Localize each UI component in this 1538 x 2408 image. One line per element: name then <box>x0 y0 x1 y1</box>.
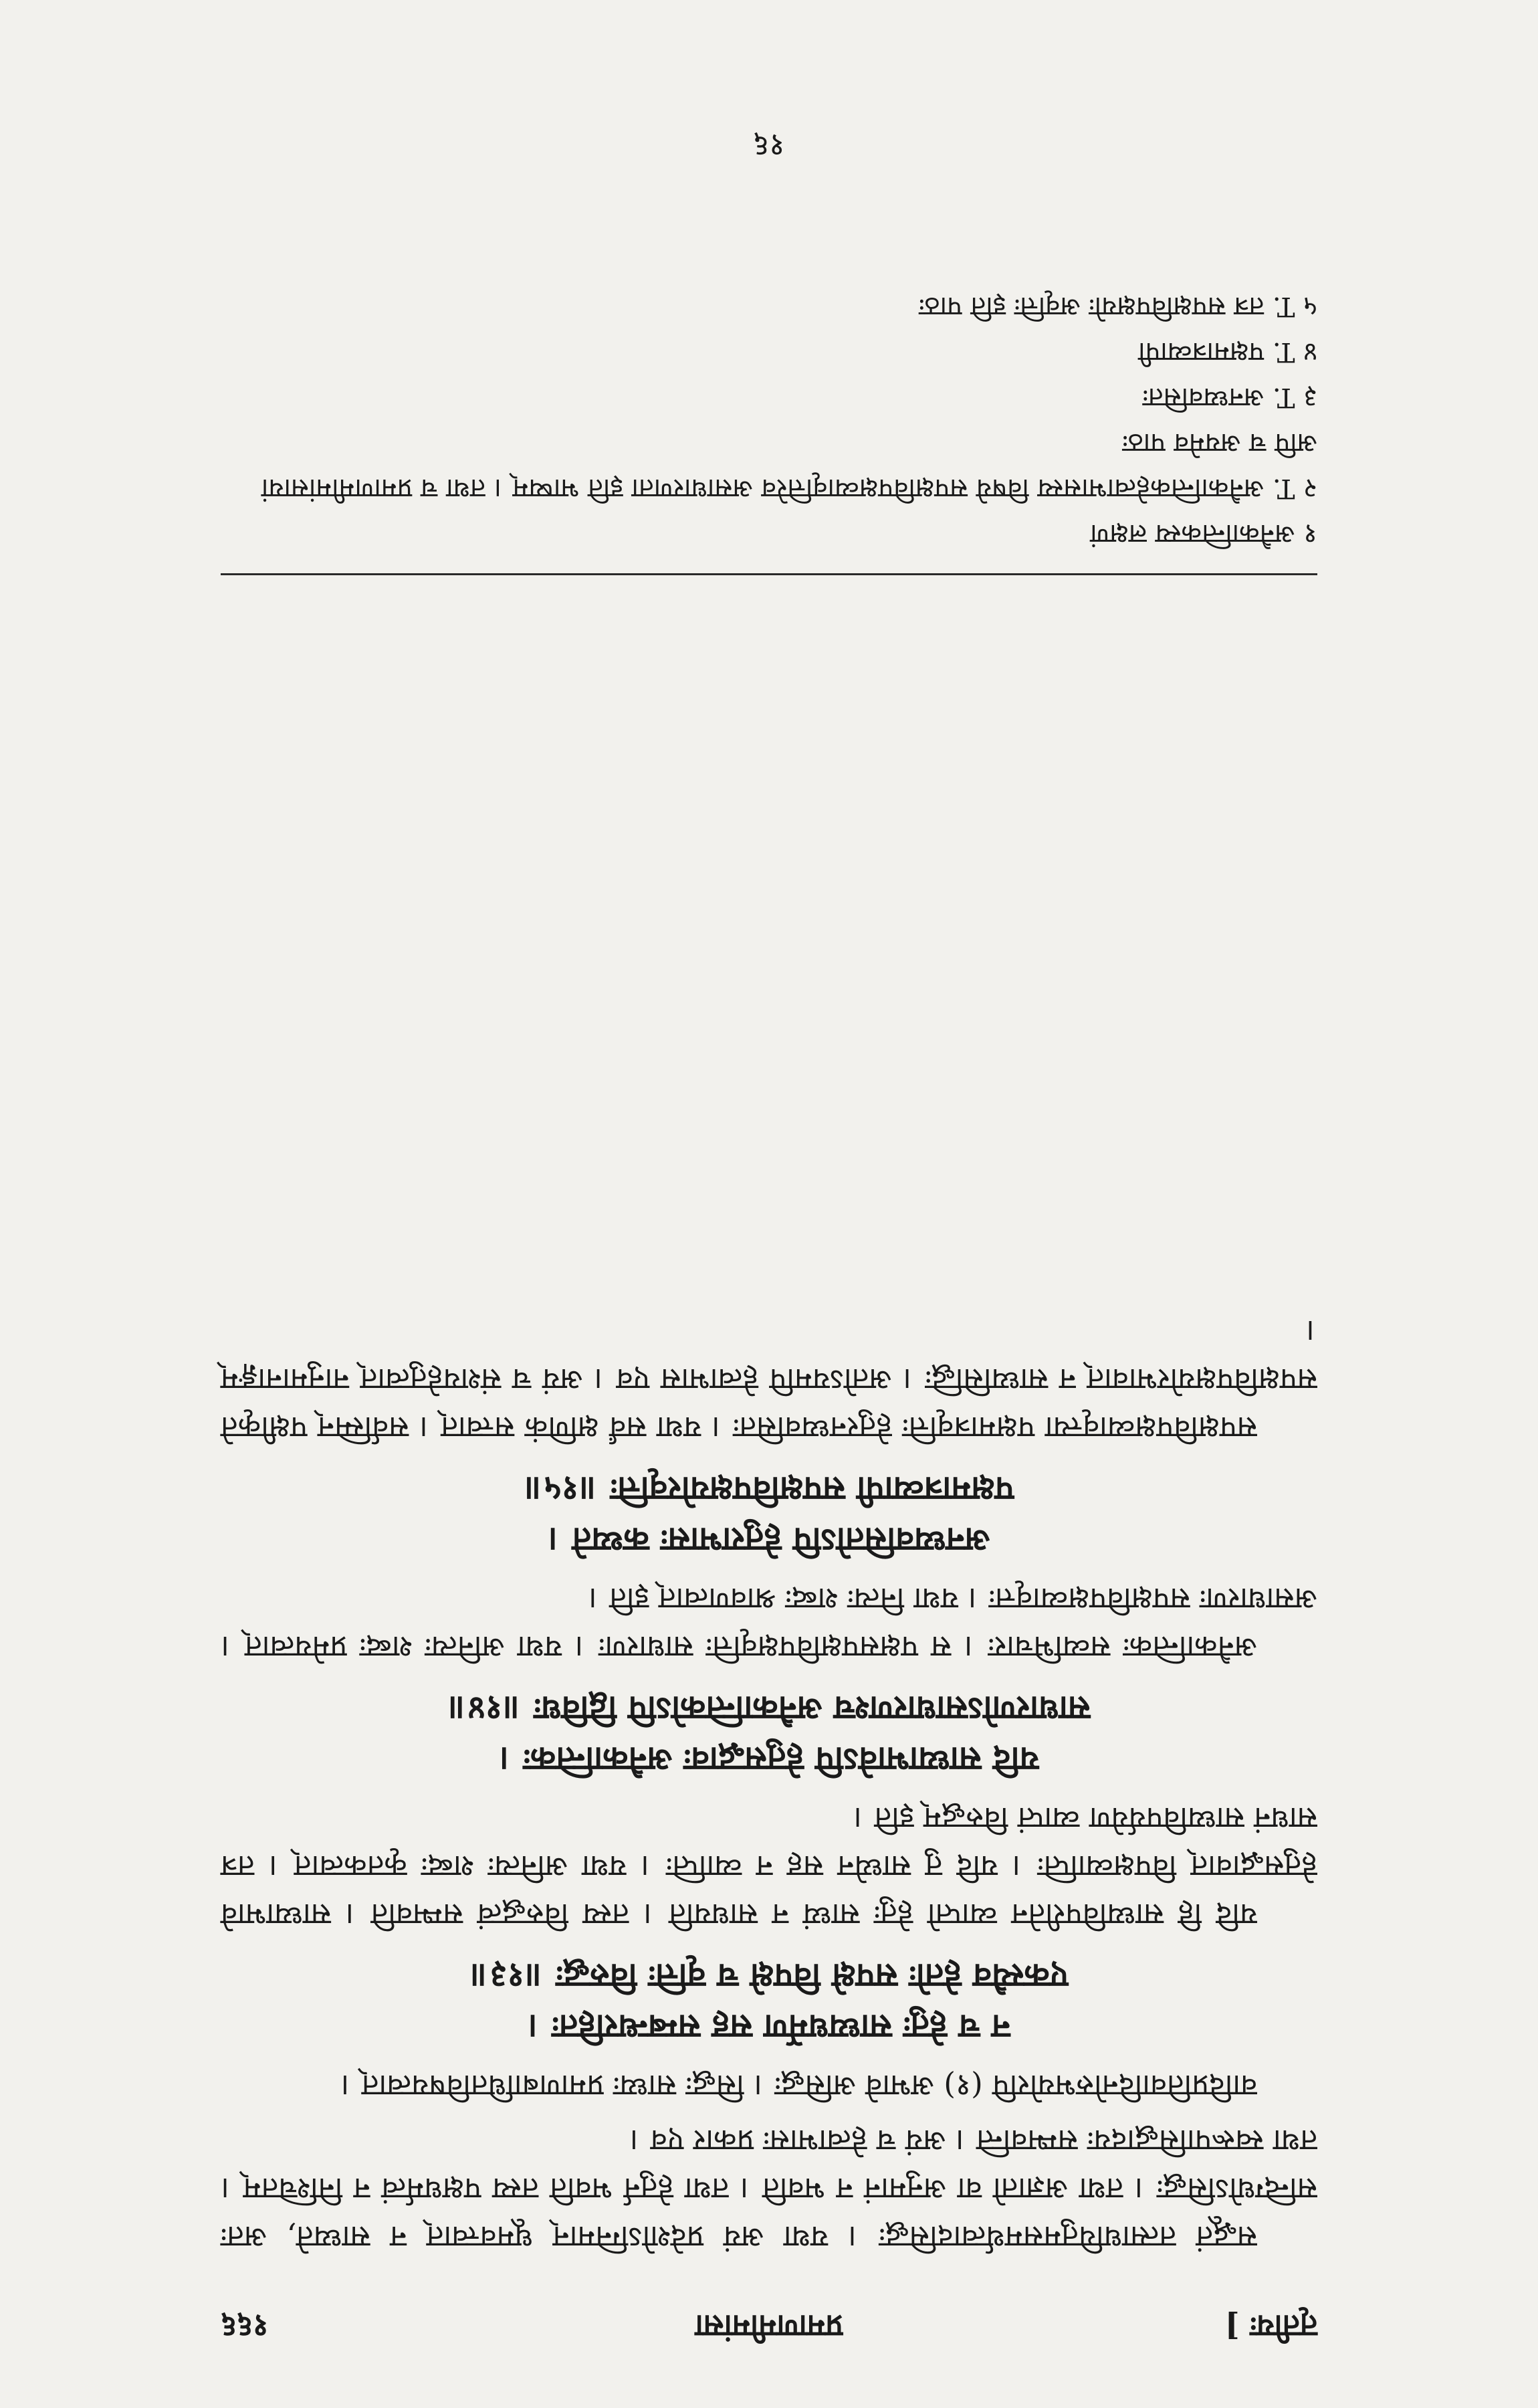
paragraph-3: यदि हि साध्यविपरीतेन व्याप्तो हेतुः साध्यं न साधयति । तस्य विरुद्धत्वं सम्भवति । साध्याभावे हेतुसद्भावात् विपक्षव्याप्तिः । यदि तु साध्येन सह न व्याप्तिः । यथा अनित्यः शब्दः कृतकत्वात् । तत्र साधनं साध्यविपर्ययेण व्याप्तं विरुद्धम् इति । <box>221 1801 1317 1932</box>
paragraph-5: सपक्षविपक्षव्यावृत्त्या पक्षमात्रवृत्तिः हेतुरनध्यवसितः । यथा सर्वं क्षणिकं सत्त्वात् । सर्वस्मिन् पक्षीकृते सपक्षविपक्षयोरभावात् न साध्यसिद्धिः । अतोऽयमपि हेत्वाभास एव । अयं च संशयहेतुत्वात् नानुमानाङ्गम् । <box>221 1314 1317 1445</box>
paragraph-2: वादिप्रतिवादिनोरुभयोरपि (१) अभावे असिद्धः । सिद्धः साध्यः प्रमाणबाधितविषयत्वात् । <box>340 2068 1257 2104</box>
paragraph-4: अनैकान्तिकः सव्यभिचारः । स पक्षसपक्षविपक्षवृत्तिः साधारणः । यथा अनित्यः शब्दः प्रमेयत्वात् । असाधारणः सपक्षविपक्षव्यावृत्तः । यथा नित्यः शब्दः श्रावणत्वात् इति । <box>221 1581 1317 1665</box>
header-title: प्रमाणमीमांसा <box>695 2308 843 2344</box>
footnote-2: २ T. अनैकान्तिकहेत्वाभासस्य विषये सपक्षविपक्षव्यावृत्तिरेव असाधारणता इति भाष्यम् । तथा च प्रमाणमीमांसायां <box>261 473 1317 504</box>
footnote-1: १ अनैकान्तिकस्य लक्षणं <box>1090 518 1317 549</box>
verse-1-line-b: एकस्यैव हेतोः सपक्षे विपक्षे च वृत्तिः विरुद्धः ॥१३॥ <box>469 1956 1069 1996</box>
verse-2-line-b: साधारणोऽसाधारणश्च अनैकान्तिकोऽपि द्विविधः ॥१४॥ <box>447 1689 1091 1728</box>
verse-3-line-b: पक्षमात्रव्यापी सपक्षविपक्षयोरवृत्तिः ॥१५॥ <box>524 1470 1014 1509</box>
footnote-divider <box>221 573 1317 575</box>
main-text <box>221 1300 1317 2261</box>
footnote-5: ४ T. पक्षमात्रव्यापी <box>1138 336 1317 367</box>
running-header <box>221 2308 1317 2348</box>
footnote-3: अपि च अयमेव पाठः <box>1122 427 1317 458</box>
footnotes <box>221 282 1317 555</box>
verse-3-line-a: अनध्यवसितोऽपि हेतुराभासः कथ्यते । <box>548 1520 990 1560</box>
verse-2 <box>221 1683 1317 1785</box>
footnote-6: ५ T. तत्र सपक्षविपक्षयोः अवृत्तिः इति पाठः <box>919 291 1317 322</box>
footnote-4: ३ T. अनध्यवसितः <box>1142 382 1317 413</box>
header-page-number: १६६ <box>221 2308 269 2344</box>
verse-1 <box>221 1950 1317 2052</box>
page-number: १६ <box>753 128 785 164</box>
verse-3 <box>221 1464 1317 1565</box>
verse-2-line-a: यदि साध्याभावेऽपि हेतुसद्भावः अनैकान्तिकः । <box>499 1740 1039 1779</box>
header-chapter: तृतीयः ] <box>1224 2308 1317 2344</box>
paragraph-1: सद्भूतं तत्साधयितुमसमर्थत्वादसिद्धः । यथा अयं प्रदेशोऽग्निमान् धूमवत्त्वात् न साध्यते, अतः सन्दिग्धोऽसिद्धः । तथा अज्ञातो वा अनुमानं न भवति । तथा हेतुर्न भवति तस्य पक्षधर्मत्वं न निश्चितम् । तथा स्वरूपासिद्धादयः सम्भवन्ति । अयं च हेत्वाभासः प्रकार एव । <box>221 2123 1317 2255</box>
verse-1-line-a: न च हेतुः साध्यधर्मेण सह सम्बन्धरहितः । <box>528 2007 1010 2047</box>
